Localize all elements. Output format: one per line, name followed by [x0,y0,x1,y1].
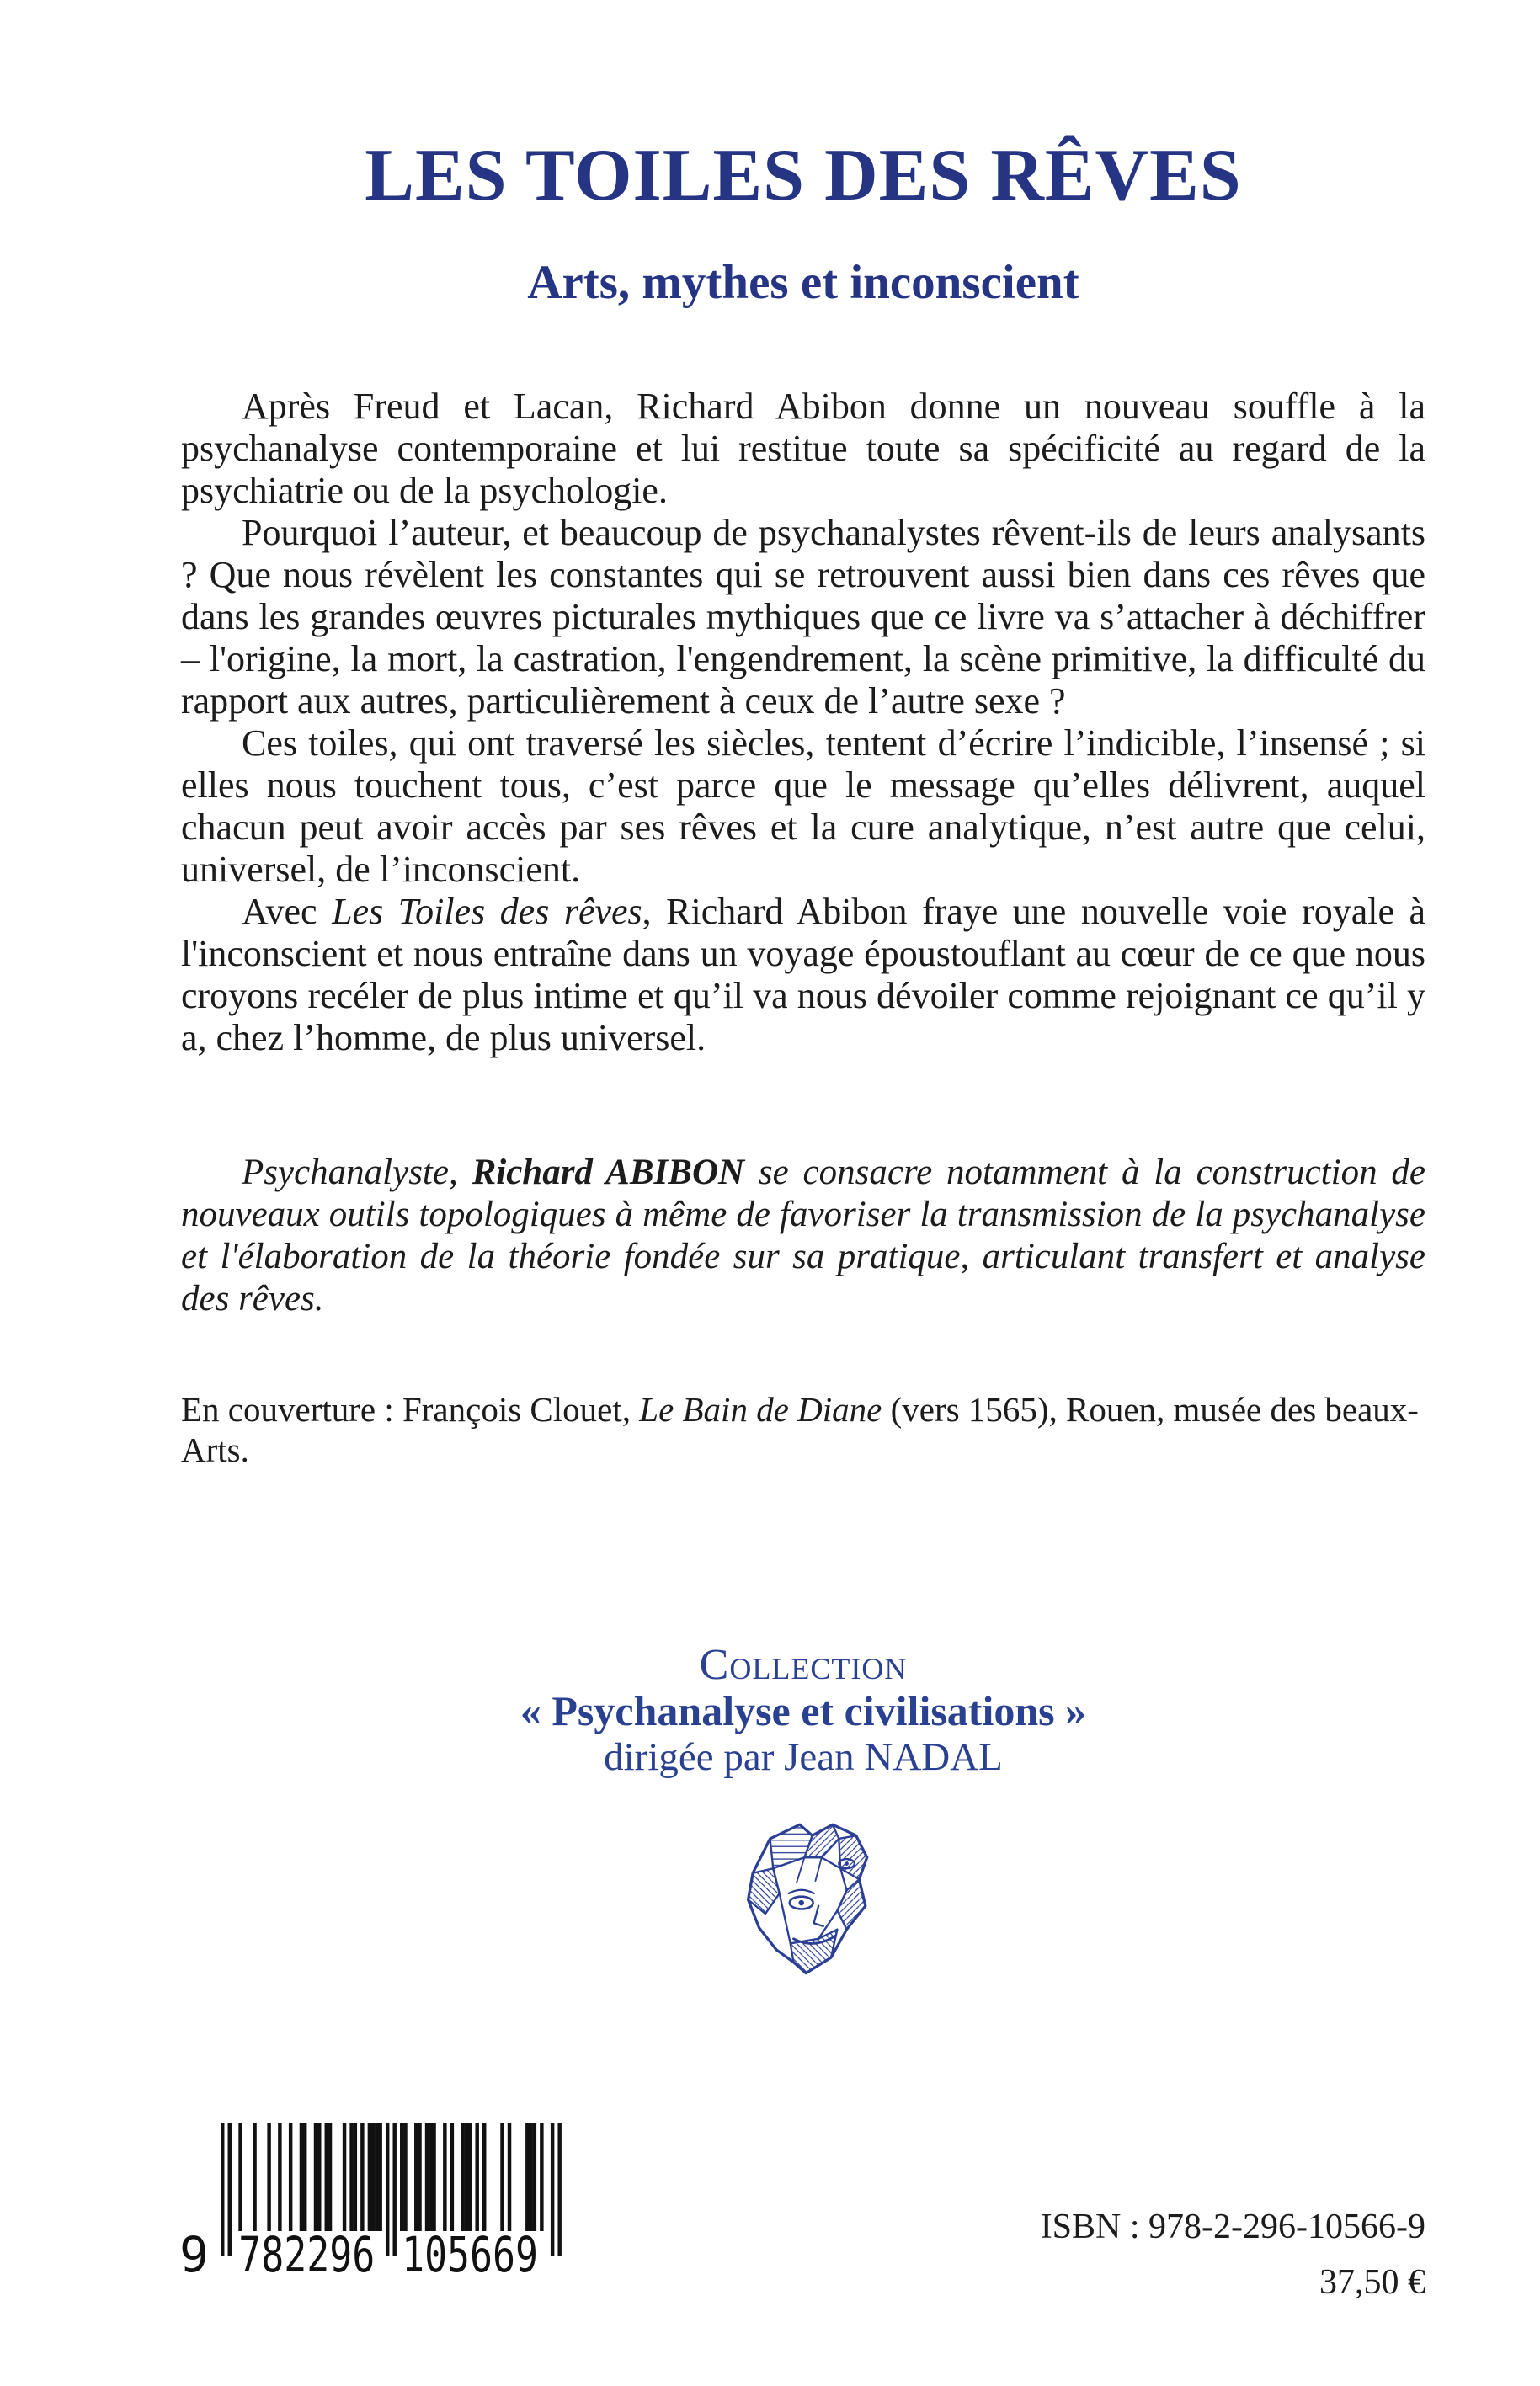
synopsis-paragraph-1: Après Freud et Lacan, Richard Abibon donne un nouveau souffle à la psychanalyse contemporaine et lui restitue toute sa spécificité au regard de la psychiatrie ou de la psychologie. [181,386,1425,511]
synopsis-paragraph-4 [181,891,1425,1059]
rock-face-logo-icon [722,1812,886,1984]
svg-text:782296: 782296 [238,2226,376,2278]
isbn-price-block [181,2199,1425,2310]
collection-label: Collection [699,1641,908,1689]
author-name: Richard ABIBON [472,1153,745,1192]
collection-director: dirigée par Jean NADAL [604,1735,1003,1779]
cover-credit [181,1389,1425,1470]
bio-prefix: Psychanalyste, [242,1153,472,1192]
bio-rest: se consacre notamment à la construction de nouveaux outils topologiques à même de favoriser la transmission de la psychanalyse et l'élaboration de la théorie fondée sur sa pratique, articulant transfert et analyse des rêves. [181,1153,1425,1318]
price: 37,50 € [1319,2263,1425,2302]
synopsis [181,386,1425,1059]
collection-block [181,1642,1425,1781]
synopsis-paragraph-2: Pourquoi l’auteur, et beaucoup de psychanalystes rêvent-ils de leurs analysants ? Que nous révèlent les constantes qui se retrouvent aussi bien dans ces rêves que dans les grandes œuvres picturales mythiques que ce livre va s’attacher à déchiffrer – l'origine, la mort, la castration, l'engendrement, la scène primitive, la difficulté du rapport aux autres, particulièrement à ceux de l’autre sexe ? [181,512,1425,722]
publisher-logo [181,1812,1425,1984]
paragraph4-prefix: Avec [242,891,333,932]
isbn-number: ISBN : 978-2-296-10566-9 [1040,2208,1425,2246]
paragraph4-rest: , Richard Abibon fraye une nouvelle voie royale à l'inconscient et nous entraîne dans un voyage époustouflant au cœur de ce que nous croyons recéler de plus intime et qu’il va nous dévoiler comme rejoignant ce qu’il y a, chez l’homme, de plus universel. [181,891,1425,1058]
book-title: LES TOILES DES RÊVES [365,135,1242,216]
author-bio [181,1152,1425,1320]
collection-name: « Psychanalyse et civilisations » [520,1687,1087,1734]
book-subtitle: Arts, mythes et inconscient [527,256,1079,309]
artwork-title: Le Bain de Diane [639,1390,882,1429]
svg-text:105669: 105669 [402,2226,538,2278]
credit-prefix: En couverture : François Clouet, [181,1390,640,1429]
credit-suffix: (vers 1565), Rouen, musée des beaux-Arts. [181,1390,1419,1469]
svg-text:9: 9 [179,2226,209,2278]
synopsis-paragraph-3: Ces toiles, qui ont traversé les siècles, tentent d’écrire l’indicible, l’insensé ; si elles nous touchent tous, c’est parce que le message qu’elles délivrent, auquel chacun peut avoir accès par ses rêves et la cure analytique, n’est autre que celui, universel, de l’inconscient. [181,722,1425,890]
inline-book-title: Les Toiles des rêves [332,891,642,932]
